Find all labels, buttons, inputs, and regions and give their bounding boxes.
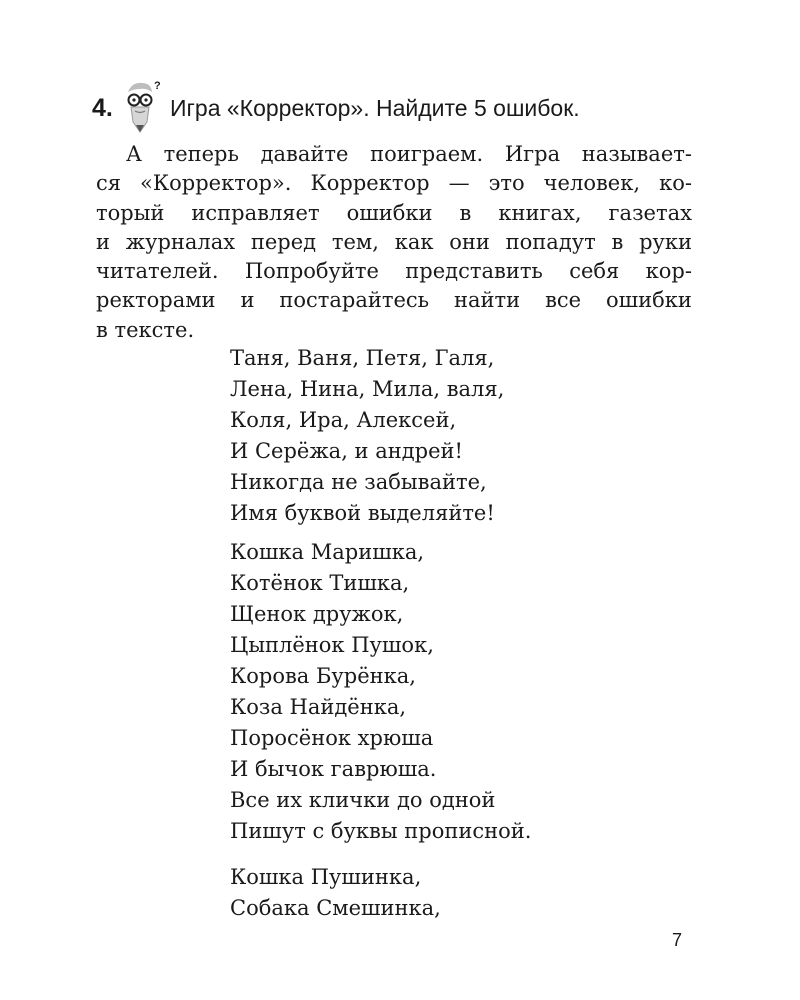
intro-line: А теперь давайте поиграем. Игра называет-	[126, 142, 692, 166]
task-number: 4.	[92, 94, 113, 122]
intro-line: читателей. Попробуйте представить себя кор-	[96, 259, 692, 284]
poem-stanza-3	[230, 862, 670, 924]
intro-line: ректорами и постарайтесь найти все ошибки	[96, 288, 692, 313]
poem-line: Поросёнок хрюша	[230, 726, 434, 750]
poem-line: Собака Смешинка,	[230, 896, 441, 920]
intro-line: в тексте.	[96, 317, 195, 342]
page-number: 7	[672, 930, 683, 950]
poem-line: Все их клички до одной	[230, 788, 496, 812]
svg-text:?: ?	[154, 80, 161, 92]
poem-line: Коза Найдёнка,	[230, 695, 407, 719]
poem-line: Щенок дружок,	[230, 602, 404, 626]
poem-line: Никогда не забывайте,	[230, 470, 487, 494]
intro-line: и журналах перед тем, как они попадут в руки	[96, 229, 692, 254]
poem-stanza-1	[230, 343, 670, 529]
poem-line: Котёнок Тишка,	[230, 571, 410, 595]
poem-line: Кошка Пушинка,	[230, 865, 422, 889]
poem-line: Пишут с буквы прописной.	[230, 819, 532, 843]
poem-line: Цыплёнок Пушок,	[230, 633, 434, 657]
intro-line: ся «Корректор». Корректор — это человек, ко-	[96, 171, 692, 196]
poem-line: И бычок гаврюша.	[230, 757, 437, 781]
poem-stanza-2	[230, 537, 670, 847]
poem-line: Кошка Маришка,	[230, 540, 425, 564]
thinking-pencil-icon	[118, 78, 164, 138]
poem-line: Таня, Ваня, Петя, Галя,	[230, 346, 495, 370]
task-header	[92, 78, 732, 138]
poem-line: Лена, Нина, Мила, валя,	[230, 377, 505, 401]
poem-line: Имя буквой выделяйте!	[230, 501, 495, 525]
poem-line: Корова Бурёнка,	[230, 664, 416, 688]
poem-line: Коля, Ира, Алексей,	[230, 408, 457, 432]
intro-paragraph	[96, 140, 692, 345]
poem-line: И Серёжа, и андрей!	[230, 439, 463, 463]
task-title: Игра «Корректор». Найдите 5 ошибок.	[170, 95, 580, 121]
intro-line: торый исправляет ошибки в книгах, газетах	[96, 200, 692, 225]
